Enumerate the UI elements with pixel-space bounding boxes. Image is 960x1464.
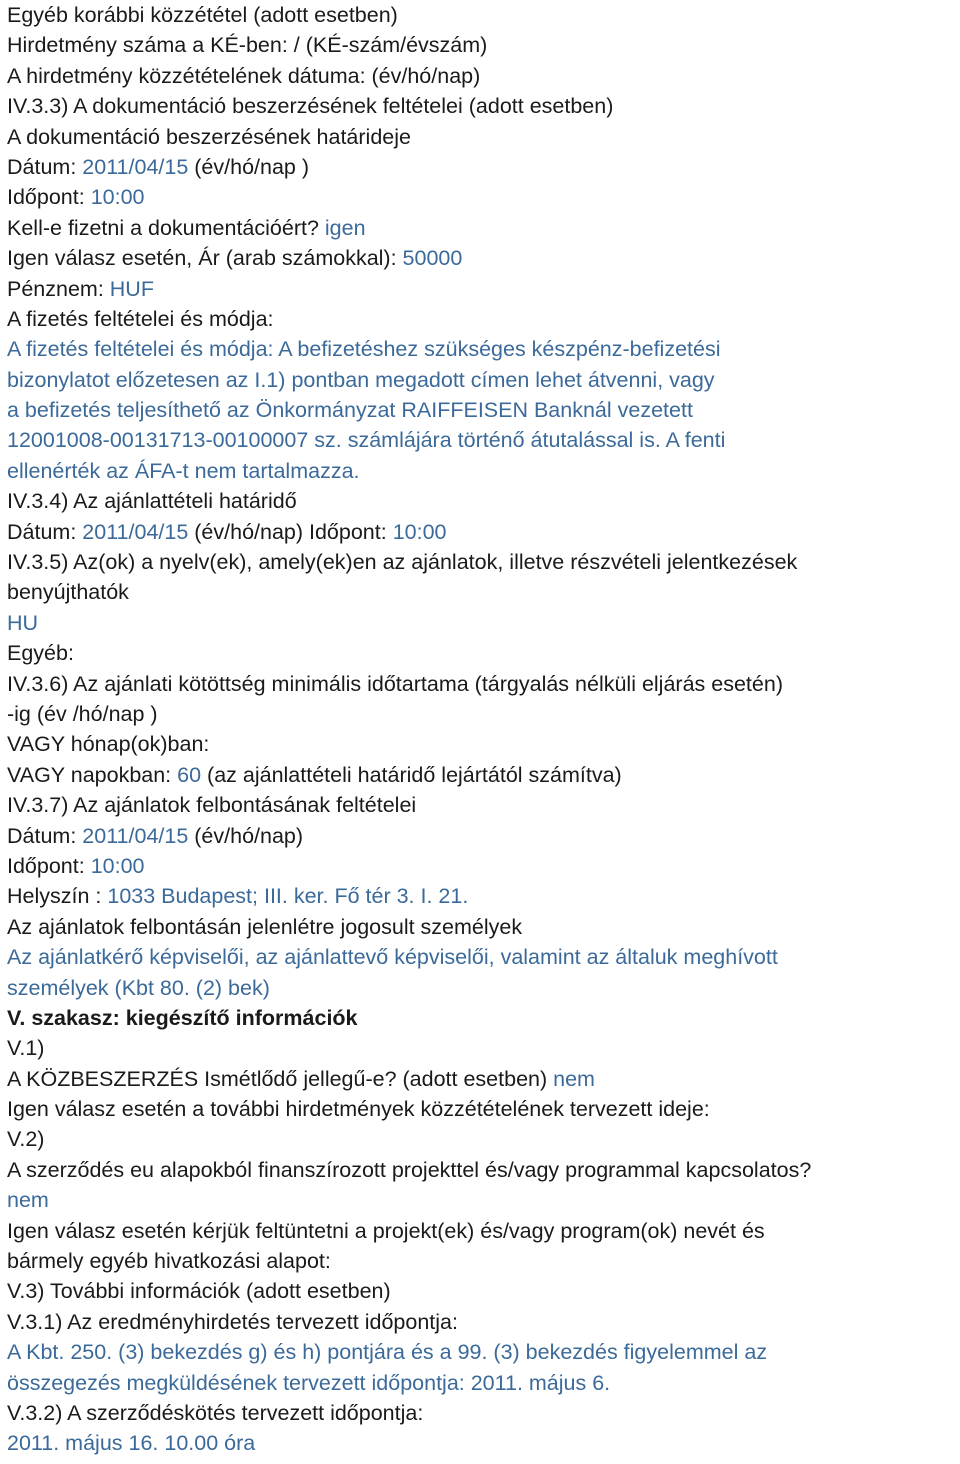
text-line bbox=[7, 1033, 960, 1063]
field-value: összegezés megküldésének tervezett időpontja: 2011. május 6. bbox=[7, 1370, 611, 1395]
field-label: A szerződés eu alapokból finanszírozott projekttel és/vagy programmal kapcsolatos? bbox=[7, 1157, 812, 1182]
field-label: IV.3.7) Az ajánlatok felbontásának feltételei bbox=[7, 793, 417, 818]
text-line bbox=[7, 1185, 960, 1215]
field-label: Igen válasz esetén, Ár (arab számokkal): bbox=[7, 246, 403, 271]
text-line bbox=[7, 274, 960, 304]
field-label: V.3.2) A szerződéskötés tervezett időpontja: bbox=[7, 1400, 424, 1425]
field-value: ellenérték az ÁFA-t nem tartalmazza. bbox=[7, 458, 360, 483]
field-value: 10:00 bbox=[392, 519, 447, 544]
field-value: A Kbt. 250. (3) bekezdés g) és h) pontjára és a 99. (3) bekezdés figyelemmel az bbox=[7, 1340, 768, 1365]
text-line bbox=[7, 334, 960, 364]
text-line bbox=[7, 304, 960, 334]
text-line bbox=[7, 1155, 960, 1185]
text-line bbox=[7, 0, 960, 30]
field-value: 2011/04/15 bbox=[82, 519, 189, 544]
field-label: benyújthatók bbox=[7, 580, 129, 605]
text-line bbox=[7, 91, 960, 121]
field-value: 10:00 bbox=[90, 185, 145, 210]
section-heading: V. szakasz: kiegészítő információk bbox=[7, 1005, 358, 1030]
field-value: személyek (Kbt 80. (2) bek) bbox=[7, 975, 270, 1000]
field-label: (év/hó/nap ) bbox=[188, 154, 310, 179]
field-label: A KÖZBESZERZÉS Ismétlődő jellegű-e? (adott esetben) bbox=[7, 1066, 554, 1091]
field-value: bizonylatot előzetesen az I.1) pontban megadott címen lehet átvenni, vagy bbox=[7, 367, 715, 392]
field-label: bármely egyéb hivatkozási alapot: bbox=[7, 1249, 331, 1274]
field-value: Az ajánlatkérő képviselői, az ajánlattevő képviselői, valamint az általuk meghívott bbox=[7, 945, 778, 970]
text-line bbox=[7, 365, 960, 395]
field-value: a befizetés teljesíthető az Önkormányzat RAIFFEISEN Banknál vezetett bbox=[7, 398, 693, 423]
field-value: 2011/04/15 bbox=[82, 823, 189, 848]
text-line bbox=[7, 1428, 960, 1458]
text-line bbox=[7, 243, 960, 273]
field-label: A fizetés feltételei és módja: bbox=[7, 306, 274, 331]
field-value: nem bbox=[7, 1188, 49, 1213]
text-line bbox=[7, 851, 960, 881]
text-line bbox=[7, 456, 960, 486]
field-label: VAGY napokban: bbox=[7, 762, 178, 787]
text-line bbox=[7, 547, 960, 577]
field-label: Igen válasz esetén kérjük feltüntetni a projekt(ek) és/vagy program(ok) nevét és bbox=[7, 1218, 765, 1243]
text-line bbox=[7, 182, 960, 212]
field-label: Időpont: bbox=[7, 185, 91, 210]
text-line bbox=[7, 638, 960, 668]
field-label: A hirdetmény közzétételének dátuma: (év/hó/nap) bbox=[7, 63, 481, 88]
text-line bbox=[7, 669, 960, 699]
text-line bbox=[7, 486, 960, 516]
text-line bbox=[7, 1276, 960, 1306]
field-value: 10:00 bbox=[90, 853, 145, 878]
text-line bbox=[7, 1216, 960, 1246]
field-label: Hirdetmény száma a KÉ-ben: / (KÉ-szám/évszám) bbox=[7, 33, 488, 58]
text-line bbox=[7, 517, 960, 547]
field-label: Dátum: bbox=[7, 823, 83, 848]
text-line bbox=[7, 912, 960, 942]
field-value: 2011. május 16. 10.00 óra bbox=[7, 1431, 256, 1456]
field-label: IV.3.4) Az ajánlattételi határidő bbox=[7, 489, 297, 514]
text-line bbox=[7, 395, 960, 425]
field-value: 50000 bbox=[402, 246, 463, 271]
text-line bbox=[7, 577, 960, 607]
field-label: Időpont: bbox=[7, 853, 91, 878]
text-line bbox=[7, 61, 960, 91]
field-label: Kell-e fizetni a dokumentációért? bbox=[7, 215, 325, 240]
text-line bbox=[7, 699, 960, 729]
field-label: Az ajánlatok felbontásán jelenlétre jogosult személyek bbox=[7, 914, 523, 939]
field-label: -ig (év /hó/nap ) bbox=[7, 701, 158, 726]
text-line bbox=[7, 1368, 960, 1398]
text-line bbox=[7, 1124, 960, 1154]
field-label: Dátum: bbox=[7, 154, 83, 179]
field-value: 60 bbox=[177, 762, 202, 787]
field-value: A fizetés feltételei és módja: A befizetéshez szükséges készpénz-befizetési bbox=[7, 337, 721, 362]
field-label: V.1) bbox=[7, 1036, 45, 1061]
field-label: IV.3.5) Az(ok) a nyelv(ek), amely(ek)en az ajánlatok, illetve részvételi jelentkezések bbox=[7, 550, 798, 575]
field-label: (az ajánlattételi határidő lejártától számítva) bbox=[201, 762, 622, 787]
field-value: igen bbox=[324, 215, 366, 240]
text-line bbox=[7, 881, 960, 911]
text-line bbox=[7, 760, 960, 790]
field-label: VAGY hónap(ok)ban: bbox=[7, 732, 210, 757]
field-label: Dátum: bbox=[7, 519, 83, 544]
text-line bbox=[7, 122, 960, 152]
field-label: Helyszín : bbox=[7, 884, 108, 909]
text-line bbox=[7, 1398, 960, 1428]
field-label: V.3) További információk (adott esetben) bbox=[7, 1279, 391, 1304]
text-line bbox=[7, 30, 960, 60]
field-label: A dokumentáció beszerzésének határideje bbox=[7, 124, 411, 149]
field-label: (év/hó/nap) Időpont: bbox=[188, 519, 393, 544]
field-label: Egyéb korábbi közzététel (adott esetben) bbox=[7, 3, 398, 27]
text-line bbox=[7, 1337, 960, 1367]
field-label: Pénznem: bbox=[7, 276, 110, 301]
field-value: 12001008-00131713-00100007 sz. számlájára történő átutalással is. A fenti bbox=[7, 428, 726, 453]
field-label: Igen válasz esetén a további hirdetmények közzétételének tervezett ideje: bbox=[7, 1097, 710, 1122]
text-line bbox=[7, 821, 960, 851]
field-label: (év/hó/nap) bbox=[188, 823, 304, 848]
text-line bbox=[7, 1307, 960, 1337]
text-line bbox=[7, 973, 960, 1003]
text-line bbox=[7, 608, 960, 638]
field-label: Egyéb: bbox=[7, 641, 74, 666]
text-line bbox=[7, 942, 960, 972]
field-value: nem bbox=[553, 1066, 595, 1091]
field-value: 2011/04/15 bbox=[82, 154, 189, 179]
field-value: HU bbox=[7, 610, 39, 635]
text-line bbox=[7, 213, 960, 243]
text-line bbox=[7, 1064, 960, 1094]
field-value: 1033 Budapest; III. ker. Fő tér 3. I. 21. bbox=[107, 884, 469, 909]
text-line bbox=[7, 425, 960, 455]
text-line bbox=[7, 1094, 960, 1124]
field-label: IV.3.6) Az ajánlati kötöttség minimális időtartama (tárgyalás nélküli eljárás esetén) bbox=[7, 671, 783, 696]
text-line bbox=[7, 152, 960, 182]
field-label: IV.3.3) A dokumentáció beszerzésének feltételei (adott esetben) bbox=[7, 94, 614, 119]
field-label: V.2) bbox=[7, 1127, 45, 1152]
text-line bbox=[7, 1246, 960, 1276]
field-label: V.3.1) Az eredményhirdetés tervezett időpontja: bbox=[7, 1309, 458, 1334]
text-line bbox=[7, 1003, 960, 1033]
field-value: HUF bbox=[109, 276, 154, 301]
text-line bbox=[7, 790, 960, 820]
text-line bbox=[7, 729, 960, 759]
